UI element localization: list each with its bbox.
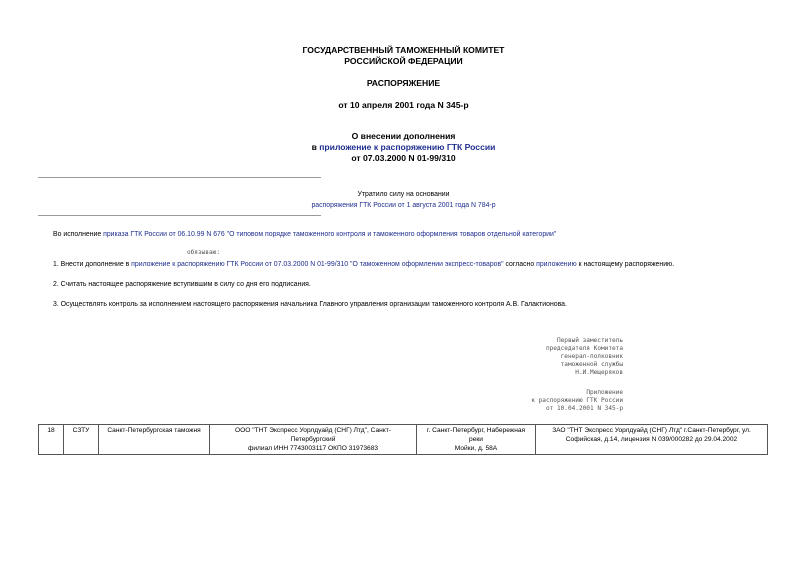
title-line1: О внесении дополнения [351, 131, 456, 141]
title-appendix-link[interactable]: приложение к распоряжению ГТК России [319, 142, 496, 152]
item-2: 2. Считать настоящее распоряжение вступившим в силу со дня его подписания. [53, 281, 311, 288]
signature-line2: председателя Комитета [545, 345, 623, 352]
title-line2-prefix: в [311, 142, 320, 152]
license-line1: ЗАО "ТНТ Экспресс Уорлдуайд (СНГ) Лтд" г.Санкт-Петербург, ул. [552, 427, 751, 434]
org-name-line1: ГОСУДАРСТВЕННЫЙ ТАМОЖЕННЫЙ КОМИТЕТ [302, 45, 505, 55]
appendix-order-link[interactable]: приложение к распоряжению ГТК России от 07.03.2000 N 01-99/310 "О таможенном оформлении экспресс-товаров" [131, 261, 504, 268]
address-line2: Мойки, д. 58А [454, 445, 498, 452]
appendix-block [420, 389, 623, 413]
cell-customs: Санкт-Петербургская таможня [99, 425, 210, 455]
appendix-line2: к распоряжению ГТК России [531, 397, 623, 404]
appendix-line3: от 10.04.2001 N 345-р [545, 405, 623, 412]
divider-top [38, 177, 321, 178]
document-date-number: от 10 апреля 2001 года N 345-р [338, 100, 469, 110]
company-line2: филиал ИНН 7743003117 ОКПО 31973683 [247, 445, 379, 452]
cell-region: СЗТУ [64, 425, 99, 455]
signature-line3: генерал-полковник [560, 353, 623, 360]
repeal-order-link[interactable]: распоряжения ГТК России от 1 августа 2001 года N 784-р [311, 202, 496, 209]
signature-block [420, 337, 623, 377]
item1-middle: согласно [503, 261, 537, 268]
company-line1: ООО "ТНТ Экспресс Уорлдуайд (СНГ) Лтд", Санкт-Петербургский [235, 427, 391, 443]
signature-name: Н.И.Мещеряков [575, 369, 623, 376]
table-row [39, 425, 768, 455]
cell-address [417, 425, 536, 455]
document-type: РАСПОРЯЖЕНИЕ [366, 78, 441, 88]
signature-line4: таможенной службы [560, 361, 623, 368]
divider-bottom [38, 215, 321, 216]
appendix-link[interactable]: приложению [536, 261, 577, 268]
intro-prefix: Во исполнение [53, 231, 104, 238]
intro-paragraph [53, 230, 556, 239]
address-line1: г. Санкт-Петербург, Набережная реки [426, 427, 526, 443]
item-3: 3. Осуществлять контроль за исполнением настоящего распоряжения начальника Главного управления организации таможенного контроля А.В. Галактионова. [53, 301, 567, 308]
item-1 [53, 260, 674, 269]
order-676-link[interactable]: приказа ГТК России от 06.10.99 N 676 "О типовом порядке таможенного контроля и таможенного оформления товаров отдельной категории" [103, 231, 557, 238]
cell-company [210, 425, 417, 455]
obligate-text: обязываю: [186, 249, 220, 256]
title-line2 [0, 142, 807, 153]
appendix-line1: Приложение [586, 389, 623, 396]
signature-line1: Первый заместитель [556, 337, 623, 344]
cell-number: 18 [39, 425, 64, 455]
licensee-table [38, 424, 768, 455]
status-line1: Утратило силу на основании [357, 191, 450, 198]
org-name-line2: РОССИЙСКОЙ ФЕДЕРАЦИИ [344, 56, 463, 66]
license-line2: Софийская, д.14, лицензия N 039/000282 до 29.04.2002 [565, 436, 738, 443]
status-line2 [0, 201, 807, 210]
cell-license [536, 425, 768, 455]
title-line3: от 07.03.2000 N 01-99/310 [351, 153, 456, 163]
item1-prefix: 1. Внести дополнение в [53, 261, 132, 268]
item1-suffix: к настоящему распоряжению. [576, 261, 675, 268]
